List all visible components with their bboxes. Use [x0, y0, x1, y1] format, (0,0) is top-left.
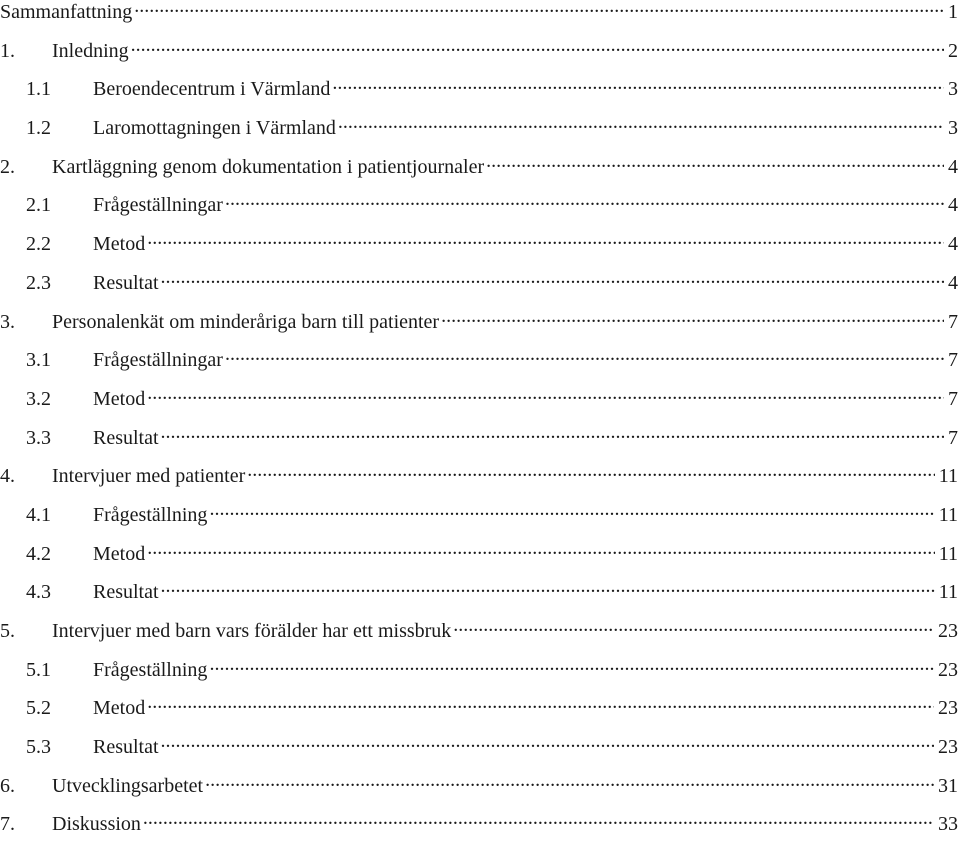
toc-entry-number: 2. — [0, 155, 15, 178]
toc-entry[interactable] — [0, 424, 960, 463]
toc-entry-page-number: 3 — [948, 117, 958, 140]
toc-entry-page-number: 7 — [948, 387, 958, 410]
toc-entry-page-number: 4 — [948, 271, 958, 294]
toc-entry-title: Kartläggning genom dokumentation i patientjournaler — [52, 155, 485, 178]
toc-entry[interactable] — [0, 694, 960, 733]
toc-entry-title: Metod — [93, 542, 146, 565]
toc-entry[interactable] — [0, 230, 960, 269]
toc-entry-number: 4.1 — [26, 503, 51, 526]
toc-entry-page-number: 4 — [948, 155, 958, 178]
dot-leader — [205, 772, 934, 792]
toc-entry-number: 3.1 — [26, 349, 51, 372]
toc-entry-page-number: 23 — [938, 620, 958, 642]
toc-entry-row — [0, 540, 960, 567]
dot-leader — [486, 153, 944, 173]
toc-entry-row — [0, 269, 960, 296]
toc-entry-row — [0, 656, 960, 683]
toc-entry-page-number: 7 — [948, 349, 958, 372]
toc-entry-page-number: 33 — [938, 813, 958, 836]
toc-entry-number: 5.2 — [26, 697, 51, 720]
dot-leader — [161, 733, 934, 753]
toc-entry-row — [0, 308, 960, 335]
toc-entry-title: Resultat — [93, 736, 159, 759]
toc-entry-page-number: 31 — [938, 774, 958, 797]
toc-entry-row — [0, 153, 960, 180]
toc-entry-title: Beroendecentrum i Värmland — [93, 78, 331, 101]
dot-leader — [225, 191, 944, 211]
toc-entry-title: Frågeställning — [93, 658, 208, 681]
toc-entry[interactable] — [0, 269, 960, 308]
toc-entry-number: 4.2 — [26, 542, 51, 565]
toc-entry-row — [0, 733, 960, 760]
dot-leader — [143, 810, 934, 830]
toc-entry-title: Metod — [93, 697, 146, 720]
toc-entry-number: 5.3 — [26, 736, 51, 759]
toc-entry-row — [0, 694, 960, 721]
toc-entry[interactable] — [0, 617, 960, 656]
toc-entry-number: 5. — [0, 620, 15, 642]
toc-entry-title: Resultat — [93, 581, 159, 604]
toc-entry-title: Diskussion — [52, 813, 141, 836]
toc-entry-row — [0, 37, 960, 64]
dot-leader — [225, 346, 944, 366]
toc-entry-row — [0, 462, 960, 489]
toc-entry-row — [0, 617, 960, 644]
toc-entry[interactable] — [0, 733, 960, 772]
toc-entry-number: 1.2 — [26, 117, 51, 140]
toc-entry-page-number: 7 — [948, 426, 958, 449]
dot-leader — [209, 656, 934, 676]
dot-leader — [134, 0, 944, 18]
toc-entry-row — [0, 75, 960, 102]
toc-entry-page-number: 7 — [948, 310, 958, 333]
toc-entry-number: 3.2 — [26, 387, 51, 410]
toc-entry-number: 3.3 — [26, 426, 51, 449]
toc-entry-title: Metod — [93, 233, 146, 256]
toc-entry-title: Frågeställningar — [93, 194, 223, 217]
toc-entry-title: Intervjuer med barn vars förälder har ett missbruk — [52, 620, 452, 642]
toc-entry[interactable] — [0, 37, 960, 76]
toc-entry-page-number: 11 — [938, 503, 958, 526]
toc-entry-page-number: 4 — [948, 194, 958, 217]
toc-entry-row — [0, 772, 960, 799]
toc-entry-page-number: 23 — [938, 736, 958, 759]
toc-entry-number: 5.1 — [26, 658, 51, 681]
toc-entry-page-number: 11 — [938, 465, 958, 488]
toc-entry-row — [0, 0, 960, 25]
toc-entry-number: 2.2 — [26, 233, 51, 256]
toc-entry-page-number: 11 — [938, 542, 958, 565]
dot-leader — [247, 462, 934, 482]
toc-entry-page-number: 2 — [948, 39, 958, 62]
dot-leader — [441, 308, 944, 328]
toc-entry-number: 2.1 — [26, 194, 51, 217]
dot-leader — [147, 540, 935, 560]
toc-entry-page-number: 23 — [938, 658, 958, 681]
toc-entry[interactable] — [0, 501, 960, 540]
toc-entry-number: 3. — [0, 310, 15, 333]
toc-entry-row — [0, 191, 960, 218]
toc-entry-title: Resultat — [93, 271, 159, 294]
toc-entry-title: Sammanfattning — [0, 1, 133, 23]
toc-entry-number: 2.3 — [26, 271, 51, 294]
toc-entry-number: 4.3 — [26, 581, 51, 604]
dot-leader — [161, 578, 935, 598]
dot-leader — [209, 501, 934, 521]
dot-leader — [131, 37, 944, 57]
toc-entry[interactable] — [0, 0, 960, 37]
toc-entry-number: 7. — [0, 813, 15, 836]
toc-entry-title: Metod — [93, 387, 146, 410]
toc-entry[interactable] — [0, 153, 960, 192]
toc-entry-number: 6. — [0, 774, 15, 797]
toc-entry[interactable] — [0, 191, 960, 230]
toc-entry-row — [0, 424, 960, 451]
dot-leader — [161, 424, 944, 444]
toc-entry-number: 1. — [0, 39, 15, 62]
toc-entry[interactable] — [0, 540, 960, 579]
dot-leader — [147, 230, 944, 250]
toc-entry-title: Intervjuer med patienter — [52, 465, 246, 488]
toc-entry-title: Frågeställning — [93, 503, 208, 526]
toc-entry-title: Resultat — [93, 426, 159, 449]
toc-entry-row — [0, 114, 960, 141]
toc-entry-page-number: 3 — [948, 78, 958, 101]
toc-entry-title: Utvecklingsarbetet — [52, 774, 204, 797]
toc-entry[interactable] — [0, 772, 960, 811]
toc-entry[interactable] — [0, 656, 960, 695]
dot-leader — [147, 694, 934, 714]
toc-entry[interactable] — [0, 810, 960, 849]
toc-entry[interactable] — [0, 385, 960, 424]
toc-entry[interactable] — [0, 75, 960, 114]
dot-leader — [147, 385, 944, 405]
dot-leader — [332, 75, 944, 95]
toc-entry[interactable] — [0, 578, 960, 617]
dot-leader — [338, 114, 944, 134]
toc-entry[interactable] — [0, 462, 960, 501]
toc-entry-row — [0, 346, 960, 373]
toc-entry-row — [0, 810, 960, 837]
toc-entry[interactable] — [0, 346, 960, 385]
toc-entry-row — [0, 230, 960, 257]
toc-entry-title: Personalenkät om minderåriga barn till patienter — [52, 310, 440, 333]
toc-entry-row — [0, 578, 960, 605]
dot-leader — [161, 269, 944, 289]
toc-entry-title: Inledning — [52, 39, 129, 62]
toc-entry[interactable] — [0, 114, 960, 153]
toc-entry-title: Frågeställningar — [93, 349, 223, 372]
toc-entry-row — [0, 385, 960, 412]
toc-entry-title: Laromottagningen i Värmland — [93, 117, 336, 140]
toc-entry-page-number: 1 — [948, 1, 958, 23]
toc-entry-page-number: 4 — [948, 233, 958, 256]
toc-entry-page-number: 11 — [938, 581, 958, 604]
toc-entry-number: 4. — [0, 465, 15, 488]
toc-entry-number: 1.1 — [26, 78, 51, 101]
toc-entry-row — [0, 501, 960, 528]
dot-leader — [453, 617, 934, 637]
toc-entry-page-number: 23 — [938, 697, 958, 720]
toc-entry[interactable] — [0, 308, 960, 347]
